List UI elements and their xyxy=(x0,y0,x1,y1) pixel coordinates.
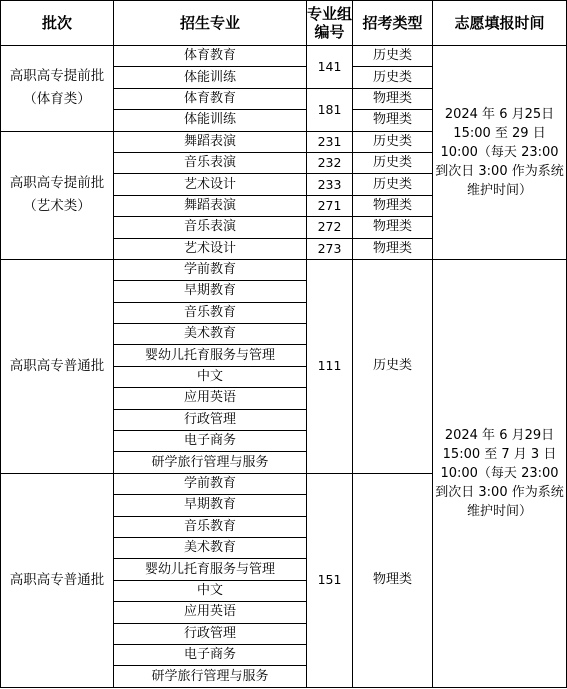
major-cell: 体能训练 xyxy=(114,110,307,131)
type-cell: 历史类 xyxy=(353,67,433,88)
group-cell: 272 xyxy=(307,217,353,238)
type-cell: 物理类 xyxy=(353,238,433,259)
group-cell: 233 xyxy=(307,174,353,195)
type-cell: 物理类 xyxy=(353,195,433,216)
group-cell: 273 xyxy=(307,238,353,259)
major-cell: 行政管理 xyxy=(114,409,307,430)
batch-cell: 高职高专提前批（体育类） xyxy=(1,46,114,132)
major-cell: 学前教育 xyxy=(114,259,307,280)
type-cell: 历史类 xyxy=(353,131,433,152)
major-cell: 研学旅行管理与服务 xyxy=(114,452,307,473)
major-cell: 美术教育 xyxy=(114,537,307,558)
major-cell: 音乐教育 xyxy=(114,302,307,323)
table-row xyxy=(1,259,567,280)
major-cell: 电子商务 xyxy=(114,431,307,452)
header-time: 志愿填报时间 xyxy=(433,1,567,46)
major-cell: 体育教育 xyxy=(114,46,307,67)
major-cell: 音乐表演 xyxy=(114,217,307,238)
type-cell: 历史类 xyxy=(353,174,433,195)
header-type: 招考类型 xyxy=(353,1,433,46)
type-cell: 历史类 xyxy=(353,152,433,173)
major-cell: 艺术设计 xyxy=(114,238,307,259)
group-cell: 151 xyxy=(307,473,353,687)
major-cell: 婴幼儿托育服务与管理 xyxy=(114,345,307,366)
batch-cell: 高职高专提前批（艺术类） xyxy=(1,131,114,259)
type-cell: 物理类 xyxy=(353,88,433,109)
major-cell: 电子商务 xyxy=(114,644,307,665)
major-cell: 体能训练 xyxy=(114,67,307,88)
major-cell: 早期教育 xyxy=(114,281,307,302)
time-cell: 2024 年 6 月29日 15:00 至 7 月 3 日 10:00（每天 23:00 到次日 3:00 作为系统维护时间） xyxy=(433,259,567,687)
major-cell: 早期教育 xyxy=(114,495,307,516)
type-cell: 物理类 xyxy=(353,473,433,687)
major-cell: 行政管理 xyxy=(114,623,307,644)
batch-cell: 高职高专普通批 xyxy=(1,473,114,687)
group-cell: 232 xyxy=(307,152,353,173)
group-cell: 271 xyxy=(307,195,353,216)
group-cell: 231 xyxy=(307,131,353,152)
major-cell: 体育教育 xyxy=(114,88,307,109)
major-cell: 舞蹈表演 xyxy=(114,195,307,216)
batch-cell: 高职高专普通批 xyxy=(1,259,114,473)
major-cell: 美术教育 xyxy=(114,324,307,345)
time-cell: 2024 年 6 月25日 15:00 至 29 日 10:00（每天 23:00 到次日 3:00 作为系统维护时间） xyxy=(433,46,567,260)
type-cell: 历史类 xyxy=(353,46,433,67)
major-cell: 中文 xyxy=(114,366,307,387)
header-batch: 批次 xyxy=(1,1,114,46)
major-cell: 婴幼儿托育服务与管理 xyxy=(114,559,307,580)
type-cell: 历史类 xyxy=(353,259,433,473)
group-cell: 141 xyxy=(307,46,353,89)
major-cell: 中文 xyxy=(114,580,307,601)
major-cell: 应用英语 xyxy=(114,602,307,623)
major-cell: 学前教育 xyxy=(114,473,307,494)
major-cell: 音乐教育 xyxy=(114,516,307,537)
major-cell: 应用英语 xyxy=(114,388,307,409)
table-row xyxy=(1,46,567,67)
header-group: 专业组编号 xyxy=(307,1,353,46)
major-cell: 研学旅行管理与服务 xyxy=(114,666,307,687)
major-cell: 音乐表演 xyxy=(114,152,307,173)
major-cell: 舞蹈表演 xyxy=(114,131,307,152)
major-cell: 艺术设计 xyxy=(114,174,307,195)
group-cell: 111 xyxy=(307,259,353,473)
group-cell: 181 xyxy=(307,88,353,131)
header-major: 招生专业 xyxy=(114,1,307,46)
type-cell: 物理类 xyxy=(353,110,433,131)
type-cell: 物理类 xyxy=(353,217,433,238)
